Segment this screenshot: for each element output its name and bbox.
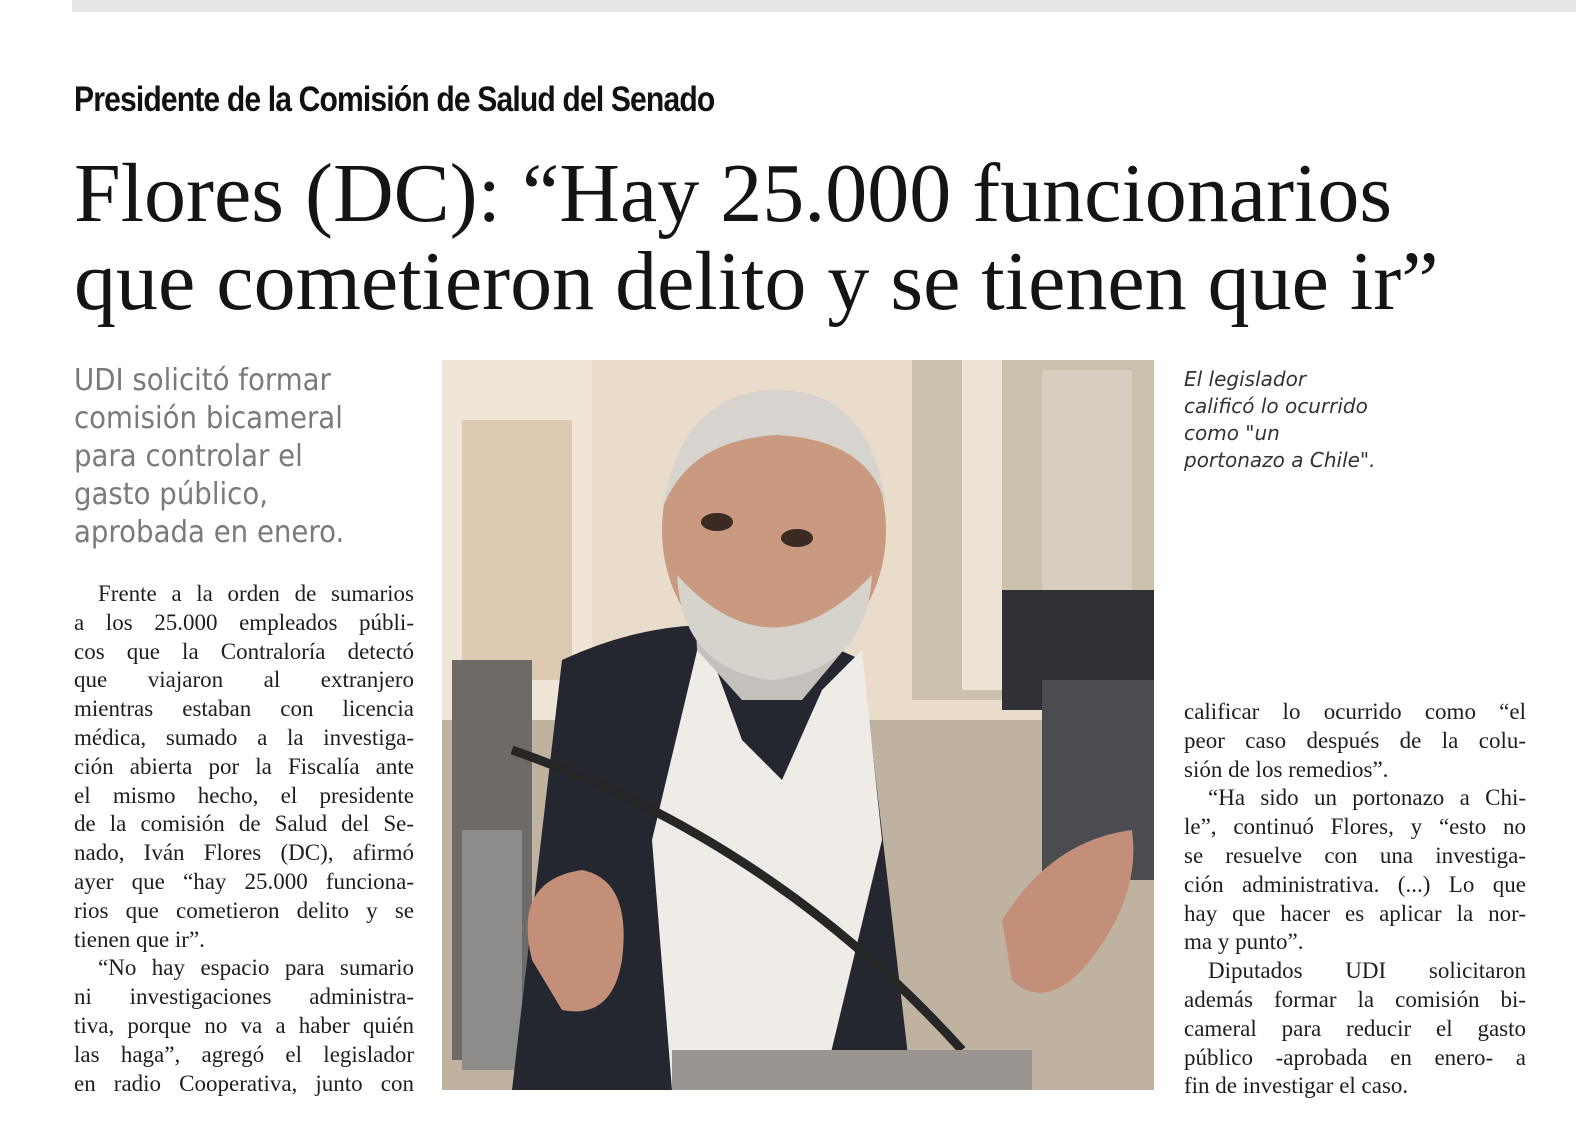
body-line: hay que hacer es aplicar la nor- [1184,900,1526,926]
deck-line: aprobada en enero. [74,515,345,550]
body-line: mientras estaban con licencia [74,696,414,722]
article-deck [74,362,414,552]
page-top-rule [72,0,1576,12]
deck-line: para controlar el [74,439,303,474]
body-line: tienen que ir”. [74,926,205,952]
article-headline [74,147,1534,328]
body-line: ción abierta por la Fiscalía ante [74,753,414,779]
body-line: de la comisión de Salud del Se- [74,811,414,837]
body-line: ción administrativa. (...) Lo que [1184,871,1526,897]
body-column-right [1184,698,1526,1101]
body-line: le”, continuó Flores, y “esto no [1184,814,1526,840]
article-photo [442,360,1154,1090]
body-line: además formar la comisión bi- [1184,986,1526,1012]
photo-caption [1184,366,1524,474]
body-line: se resuelve con una investiga- [1184,842,1526,868]
caption-line: El legislador [1184,367,1307,391]
body-line: nado, Iván Flores (DC), afirmó [74,840,414,866]
caption-line: portonazo a Chile". [1184,448,1376,472]
body-line: ma y punto”. [1184,929,1304,955]
deck-line: gasto público, [74,477,269,512]
deck-line: comisión bicameral [74,401,343,436]
body-line: a los 25.000 empleados públi- [74,609,414,635]
body-line: cos que la Contraloría detectó [74,638,414,664]
body-line: “No hay espacio para sumario [98,955,414,981]
body-line: rios que cometieron delito y se [74,897,414,923]
body-line: que viajaron al extranjero [74,667,414,693]
body-line: cameral para reducir el gasto [1184,1015,1526,1041]
body-line: peor caso después de la colu- [1184,727,1526,753]
deck-line: UDI solicitó formar [74,363,331,398]
body-line: tiva, porque no va a haber quién [74,1012,414,1038]
body-line: Frente a la orden de sumarios [98,581,414,606]
body-line: Diputados UDI solicitaron [1208,958,1526,984]
caption-line: calificó lo ocurrido [1184,394,1368,418]
body-line: sión de los remedios”. [1184,756,1389,782]
body-column-left [74,580,414,1098]
body-line: público -aprobada en enero- a [1184,1044,1526,1070]
caption-line: como "un [1184,421,1280,445]
body-line: ni investigaciones administra- [74,984,414,1010]
body-line: ayer que “hay 25.000 funciona- [74,868,414,894]
body-line: calificar lo ocurrido como “el [1184,699,1526,724]
article-kicker: Presidente de la Comisión de Salud del Senado [74,80,715,119]
body-line: las haga”, agregó el legislador [74,1041,414,1067]
body-line: el mismo hecho, el presidente [74,782,414,808]
body-line: “Ha sido un portonazo a Chi- [1208,785,1526,811]
body-line: en radio Cooperativa, junto con [74,1070,414,1096]
headline-line: que cometieron delito y se tienen que ir” [74,235,1439,328]
body-line: médica, sumado a la investiga- [74,724,414,750]
body-line: fin de investigar el caso. [1184,1073,1409,1099]
headline-line: Flores (DC): “Hay 25.000 funcionarios [74,147,1393,240]
